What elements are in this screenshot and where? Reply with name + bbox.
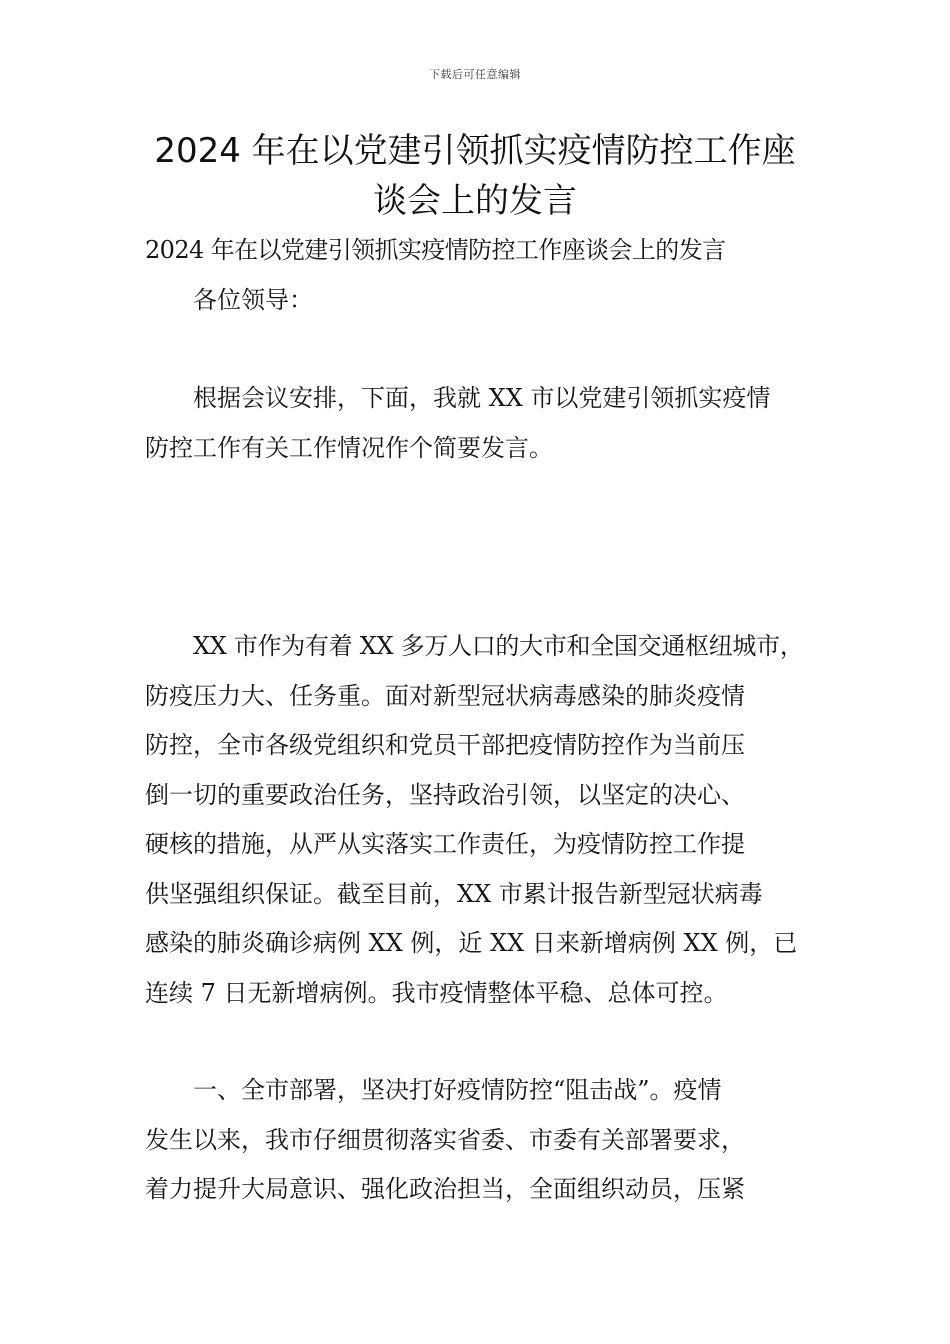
paragraph-line: 根据会议安排，下面，我就 XX 市以党建引领抓实疫情 (193, 384, 771, 412)
paragraph-2 (145, 622, 815, 1018)
header-note: 下载后可任意编辑 (429, 68, 521, 81)
title-line: 2024 年在以党建引领抓实疫情防控工作座 (154, 131, 796, 171)
paragraph-line: 感染的肺炎确诊病例 XX 例，近 XX 日来新增病例 XX 例，已 (145, 929, 798, 957)
document-title (145, 126, 805, 226)
paragraph-line: 防控，全市各级党组织和党员干部把疫情防控作为当前压 (145, 731, 745, 759)
paragraph-line: 供坚强组织保证。截至目前，XX 市累计报告新型冠状病毒 (145, 879, 763, 908)
paragraph-line: 硬核的措施，从严从实落实工作责任，为疫情防控工作提 (145, 830, 745, 858)
paragraph-line: 连续 7 日无新增病例。我市疫情整体平稳、总体可控。 (145, 978, 728, 1007)
paragraph-3 (145, 1066, 815, 1215)
salutation-line: 各位领导： (193, 286, 313, 314)
title-line: 谈会上的发言 (373, 181, 577, 221)
paragraph-line: 防疫压力大、任务重。面对新型冠状病毒感染的肺炎疫情 (145, 681, 745, 710)
document-subtitle (145, 226, 815, 276)
subtitle-line: 2024 年在以党建引领抓实疫情防控工作座谈会上的发言 (145, 236, 726, 264)
paragraph-line: 一、全市部署，坚决打好疫情防控“阻击战”。疫情 (193, 1076, 722, 1104)
paragraph-line: 倒一切的重要政治任务，坚持政治引领，以坚定的决心、 (145, 780, 745, 809)
paragraph-line: 发生以来，我市仔细贯彻落实省委、市委有关部署要求， (145, 1125, 745, 1154)
paragraph-line: 防控工作有关工作情况作个简要发言。 (145, 433, 553, 462)
salutation (145, 276, 815, 326)
paragraph-line: 着力提升大局意识、强化政治担当，全面组织动员，压紧 (145, 1175, 745, 1203)
paragraph-1 (145, 374, 815, 473)
paragraph-line: XX 市作为有着 XX 多万人口的大市和全国交通枢纽城市， (193, 632, 804, 660)
